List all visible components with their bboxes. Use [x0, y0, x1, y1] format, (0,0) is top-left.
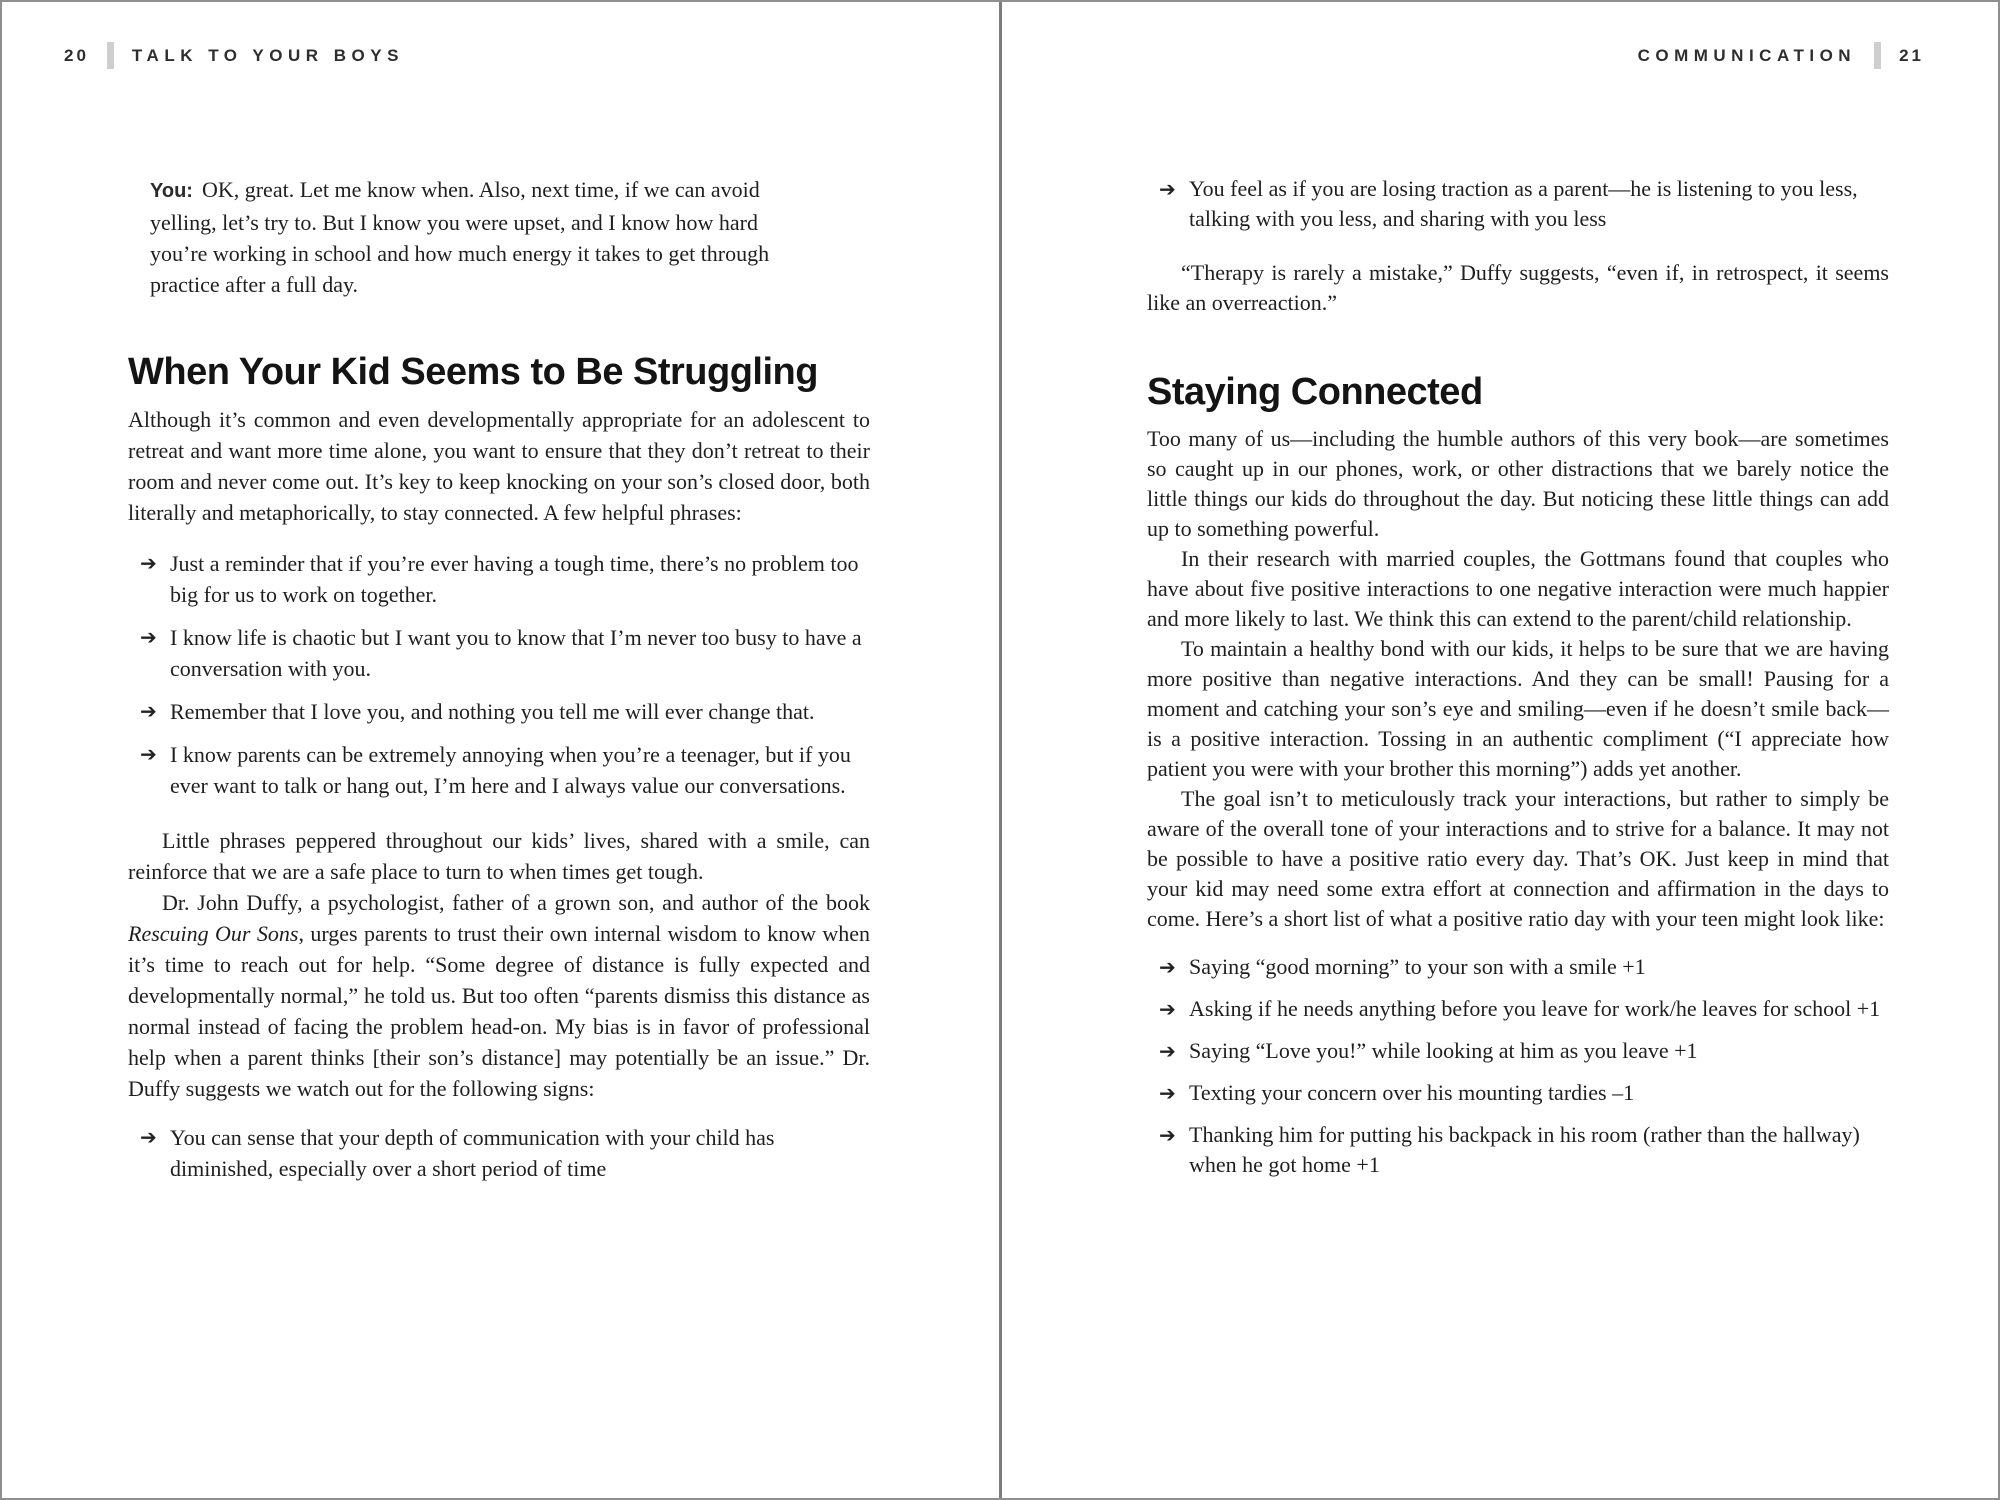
list-item: [1147, 1078, 1889, 1108]
list-item: [128, 696, 870, 727]
running-head-title-left: TALK TO YOUR BOYS: [131, 45, 404, 65]
list-item: [1147, 174, 1889, 234]
list-item: [1147, 994, 1889, 1024]
list-item-text: I know life is chaotic but I want you to know that I’m never too busy to have a conversation with you.: [170, 625, 862, 681]
list-item: [1147, 952, 1889, 982]
dialog-speaker-label: You:: [150, 180, 193, 202]
maintain-bond-paragraph: To maintain a healthy bond with our kids, it helps to be sure that we are having more positive than negative interactions. And they can be small! Pausing for a moment and catching your son’s eye and smiling—even if he doesn’t smile back—is a positive interaction. Tossing in an authentic compliment (“I appreciate how patient you were with your brother this morning”) adds yet another.: [1147, 636, 1889, 781]
dialog-paragraph: [150, 174, 780, 300]
header-bar-left: [107, 42, 114, 69]
page-number-right: 21: [1899, 45, 1924, 65]
arrow-bullet-icon: ➔: [1159, 997, 1176, 1021]
list-item-text: You feel as if you are losing traction as a parent—he is listening to you less, talking with you less, and sharing with you less: [1189, 176, 1858, 231]
list-item: [1147, 1036, 1889, 1066]
positive-ratio-list: [1147, 952, 1889, 1180]
arrow-bullet-icon: ➔: [1159, 177, 1176, 201]
list-item: [1147, 1120, 1889, 1180]
arrow-bullet-icon: ➔: [140, 625, 157, 649]
helpful-phrases-list: [128, 548, 870, 801]
dialog-text: OK, great. Let me know when. Also, next time, if we can avoid yelling, let’s try to. But I know you were upset, and I know how hard you’re working in school and how much energy it takes to get through practice after a full day.: [150, 177, 770, 297]
page-divider: [999, 2, 1002, 1498]
list-item-text: I know parents can be extremely annoying when you’re a teenager, but if you ever want to talk or hang out, I’m here and I always value our conversations.: [170, 742, 851, 798]
arrow-bullet-icon: ➔: [140, 1125, 157, 1149]
page-20-content: [128, 174, 870, 1196]
list-item-text: Saying “Love you!” while looking at him as you leave +1: [1189, 1038, 1698, 1063]
duffy-paragraph: [128, 887, 870, 1104]
arrow-bullet-icon: ➔: [1159, 1039, 1176, 1063]
list-item-text: Saying “good morning” to your son with a smile +1: [1189, 954, 1646, 979]
arrow-bullet-icon: ➔: [140, 742, 157, 766]
list-item: [128, 622, 870, 684]
research-paragraph: In their research with married couples, the Gottmans found that couples who have about five positive interactions to one negative interaction were much happier and more likely to last. We think this can extend to the parent/child relationship.: [1147, 546, 1889, 631]
page-21-content: [1147, 174, 1889, 1204]
list-item: [128, 548, 870, 610]
therapy-quote-paragraph: “Therapy is rarely a mistake,” Duffy suggests, “even if, in retrospect, it seems like an overreaction.”: [1147, 260, 1889, 315]
warning-signs-list-continued: [1147, 174, 1889, 234]
section-heading-staying-connected: Staying Connected: [1147, 371, 1483, 413]
list-item: [128, 739, 870, 801]
page-number-left: 20: [64, 45, 89, 65]
list-item-text: Texting your concern over his mounting tardies –1: [1189, 1080, 1635, 1105]
list-item-text: You can sense that your depth of communication with your child has diminished, especially over a short period of time: [170, 1125, 775, 1181]
arrow-bullet-icon: ➔: [1159, 955, 1176, 979]
page-20-running-head: [64, 42, 404, 69]
section-heading-struggling: When Your Kid Seems to Be Struggling: [128, 351, 818, 393]
list-item-text: Asking if he needs anything before you leave for work/he leaves for school +1: [1189, 996, 1881, 1021]
list-item-text: Just a reminder that if you’re ever having a tough time, there’s no problem too big for us to work on together.: [170, 551, 859, 607]
list-item: [128, 1122, 870, 1184]
arrow-bullet-icon: ➔: [1159, 1123, 1176, 1147]
book-title-italic: Rescuing Our Sons: [128, 921, 299, 946]
goal-paragraph: The goal isn’t to meticulously track your interactions, but rather to simply be aware of the overall tone of your interactions and to strive for a balance. It may not be possible to have a positive ratio every day. That’s OK. Just keep in mind that your kid may need some extra effort at connection and affirmation in the days to come. Here’s a short list of what a positive ratio day with your teen might look like:: [1147, 786, 1889, 931]
list-item-text: Thanking him for putting his backpack in his room (rather than the hallway) when he got home +1: [1189, 1122, 1860, 1177]
warning-signs-list: [128, 1122, 870, 1184]
running-head-title-right: COMMUNICATION: [1637, 45, 1857, 65]
duffy-text-before: Dr. John Duffy, a psychologist, father of a grown son, and author of the book: [162, 890, 870, 915]
page-21-running-head: [1638, 42, 1924, 69]
intro-paragraph: Although it’s common and even developmentally appropriate for an adolescent to retreat and want more time alone, you want to ensure that they don’t retreat to their room and never come out. It’s key to keep knocking on your son’s closed door, both literally and metaphorically, to stay connected. A few helpful phrases:: [128, 407, 870, 525]
list-item-text: Remember that I love you, and nothing you tell me will ever change that.: [170, 699, 815, 724]
too-many-paragraph: Too many of us—including the humble authors of this very book—are sometimes so caught up in our phones, work, or other distractions that we barely notice the little things our kids do throughout the day. But noticing these little things can add up to something powerful.: [1147, 426, 1889, 541]
arrow-bullet-icon: ➔: [1159, 1081, 1176, 1105]
little-phrases-paragraph: Little phrases peppered throughout our kids’ lives, shared with a smile, can reinforce that we are a safe place to turn to when times get tough.: [128, 828, 870, 884]
duffy-text-after: , urges parents to trust their own internal wisdom to know when it’s time to reach out for help. “Some degree of distance is fully expected and developmentally normal,” he told us. But too often “parents dismiss this distance as normal instead of facing the problem head-on. My bias is in favor of professional help when a parent thinks [their son’s distance] may potentially be an issue.” Dr. Duffy suggests we watch out for the following signs:: [128, 921, 871, 1101]
arrow-bullet-icon: ➔: [140, 699, 157, 723]
arrow-bullet-icon: ➔: [140, 551, 157, 575]
header-bar-right: [1874, 42, 1881, 69]
